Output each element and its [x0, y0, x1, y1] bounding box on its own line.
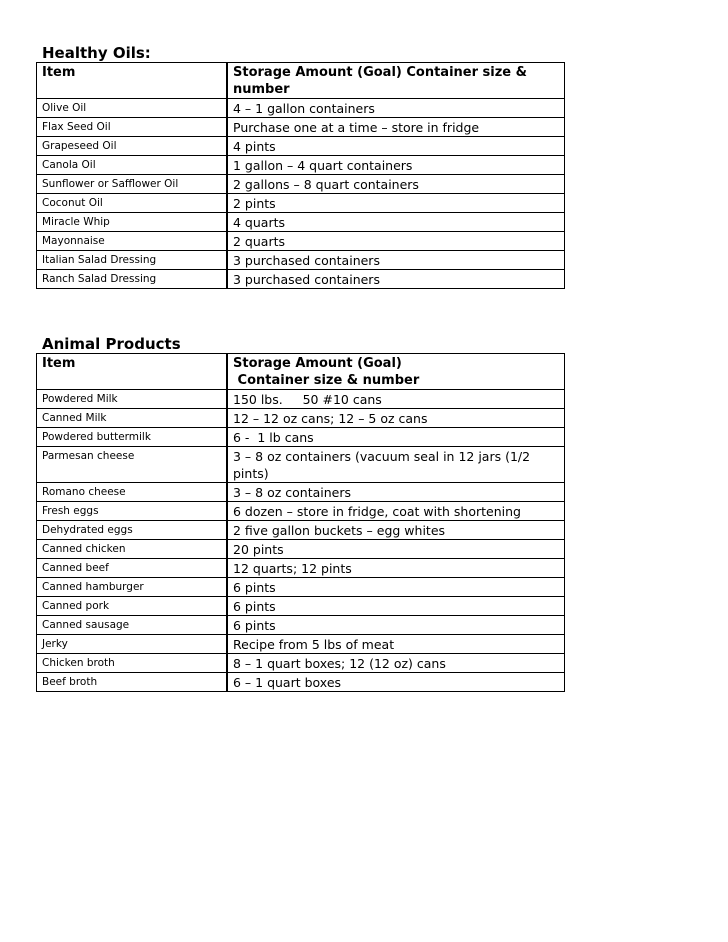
item-cell: Romano cheese [37, 483, 228, 502]
storage-amount-cell: 2 quarts [227, 232, 565, 251]
item-cell: Beef broth [37, 673, 228, 692]
healthy-oils-table [36, 62, 565, 289]
storage-amount-cell: Recipe from 5 lbs of meat [227, 635, 565, 654]
storage-amount-cell: 4 quarts [227, 213, 565, 232]
item-cell: Canned Milk [37, 409, 228, 428]
item-cell: Chicken broth [37, 654, 228, 673]
item-cell: Canned pork [37, 597, 228, 616]
storage-amount-cell: 20 pints [227, 540, 565, 559]
table-row [37, 502, 565, 521]
item-cell: Powdered buttermilk [37, 428, 228, 447]
item-cell: Ranch Salad Dressing [37, 270, 228, 289]
animal-products-section [36, 335, 558, 692]
table-row [37, 428, 565, 447]
item-cell: Fresh eggs [37, 502, 228, 521]
item-cell: Jerky [37, 635, 228, 654]
storage-amount-cell: 6 pints [227, 597, 565, 616]
table-row [37, 137, 565, 156]
table-row [37, 578, 565, 597]
table-row [37, 194, 565, 213]
header-item: Item [37, 354, 228, 390]
item-cell: Canola Oil [37, 156, 228, 175]
item-cell: Parmesan cheese [37, 447, 228, 483]
table-row [37, 213, 565, 232]
storage-amount-cell: 8 – 1 quart boxes; 12 (12 oz) cans [227, 654, 565, 673]
table-row [37, 616, 565, 635]
storage-amount-cell: 6 – 1 quart boxes [227, 673, 565, 692]
item-cell: Canned beef [37, 559, 228, 578]
animal-products-table [36, 353, 565, 692]
storage-amount-cell: 3 – 8 oz containers (vacuum seal in 12 jars (1/2 pints) [227, 447, 565, 483]
item-cell: Canned chicken [37, 540, 228, 559]
table-row [37, 447, 565, 483]
storage-amount-cell: 2 pints [227, 194, 565, 213]
item-cell: Olive Oil [37, 99, 228, 118]
animal-products-heading: Animal Products [42, 335, 181, 353]
table-row [37, 175, 565, 194]
header-storage-amount-line1: Storage Amount (Goal) [233, 356, 402, 371]
table-row [37, 232, 565, 251]
storage-amount-cell: 6 - 1 lb cans [227, 428, 565, 447]
storage-amount-cell: 2 gallons – 8 quart containers [227, 175, 565, 194]
item-cell: Dehydrated eggs [37, 521, 228, 540]
table-row [37, 559, 565, 578]
table-row [37, 270, 565, 289]
item-cell: Powdered Milk [37, 390, 228, 409]
table-row [37, 409, 565, 428]
item-cell: Coconut Oil [37, 194, 228, 213]
table-row [37, 635, 565, 654]
storage-amount-cell: 1 gallon – 4 quart containers [227, 156, 565, 175]
storage-amount-cell: 4 – 1 gallon containers [227, 99, 565, 118]
storage-amount-cell: 2 five gallon buckets – egg whites [227, 521, 565, 540]
table-row [37, 654, 565, 673]
storage-amount-cell: 12 – 12 oz cans; 12 – 5 oz cans [227, 409, 565, 428]
table-row [37, 540, 565, 559]
table-row [37, 521, 565, 540]
storage-amount-cell: 6 pints [227, 616, 565, 635]
item-cell: Mayonnaise [37, 232, 228, 251]
table-row [37, 251, 565, 270]
item-cell: Flax Seed Oil [37, 118, 228, 137]
storage-amount-cell: 4 pints [227, 137, 565, 156]
header-storage-amount: Storage Amount (Goal) Container size & number [227, 63, 565, 99]
table-row [37, 597, 565, 616]
table-row [37, 99, 565, 118]
header-storage-amount [227, 354, 565, 390]
item-cell: Miracle Whip [37, 213, 228, 232]
table-row [37, 483, 565, 502]
storage-amount-cell: 12 quarts; 12 pints [227, 559, 565, 578]
table-row [37, 156, 565, 175]
table-row [37, 673, 565, 692]
header-item: Item [37, 63, 228, 99]
storage-amount-cell: 3 purchased containers [227, 251, 565, 270]
storage-amount-cell: 150 lbs. 50 #10 cans [227, 390, 565, 409]
storage-amount-cell: Purchase one at a time – store in fridge [227, 118, 565, 137]
item-cell: Canned hamburger [37, 578, 228, 597]
storage-amount-cell: 3 purchased containers [227, 270, 565, 289]
healthy-oils-section [36, 44, 558, 289]
item-cell: Sunflower or Safflower Oil [37, 175, 228, 194]
table-row [37, 390, 565, 409]
storage-amount-cell: 6 dozen – store in fridge, coat with shortening [227, 502, 565, 521]
healthy-oils-heading: Healthy Oils: [42, 44, 151, 62]
header-storage-amount-line2: Container size & number [233, 373, 420, 388]
table-header-row [37, 354, 565, 390]
item-cell: Canned sausage [37, 616, 228, 635]
table-row [37, 118, 565, 137]
item-cell: Italian Salad Dressing [37, 251, 228, 270]
storage-amount-cell: 6 pints [227, 578, 565, 597]
item-cell: Grapeseed Oil [37, 137, 228, 156]
table-header-row [37, 63, 565, 99]
storage-amount-cell: 3 – 8 oz containers [227, 483, 565, 502]
